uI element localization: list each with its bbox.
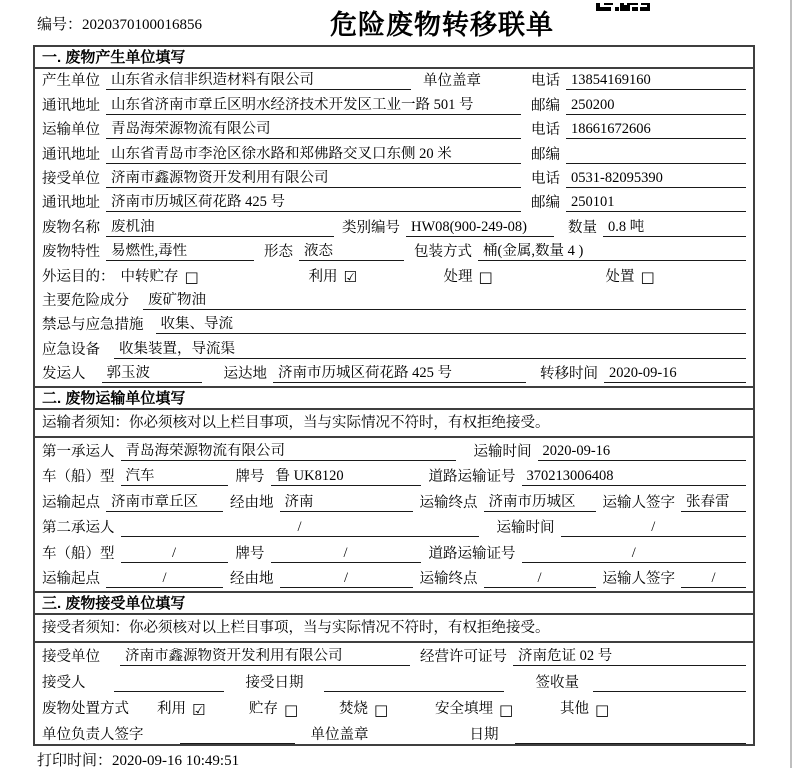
- permit2-value: /: [522, 545, 747, 563]
- accept-date-value: [324, 691, 504, 692]
- packing-label: 包装方式: [414, 244, 472, 261]
- equipment-label: 应急设备: [42, 341, 100, 358]
- waste-category-value: HW08(900-249-08): [406, 219, 554, 237]
- producer-value: 山东省永信非织造材料有限公司: [106, 72, 411, 90]
- checkbox-disposal-other-icon: □: [595, 700, 610, 719]
- accept-unit-label: 接受单位: [42, 649, 100, 666]
- waste-form-value: 液态: [299, 243, 404, 261]
- responsible-sign-label: 单位负责人签字: [42, 727, 144, 744]
- transporter-addr-label: 通讯地址: [42, 146, 100, 163]
- waste-form-label: 形态: [264, 244, 293, 261]
- hazard-label: 主要危险成分: [42, 292, 129, 309]
- purpose-option-dispose: [606, 269, 655, 286]
- permit2-label: 道路运输证号: [428, 545, 516, 562]
- receiver-zip-value: 250101: [566, 194, 746, 212]
- transporter-row: [35, 118, 753, 142]
- disposal-opt4-label: 安全填埋: [435, 701, 493, 718]
- license-value: 济南危证 02 号: [513, 648, 746, 666]
- waste-qty-value: 0.8 吨: [603, 219, 746, 237]
- plate2-value: /: [271, 545, 421, 563]
- destination-value: 济南市历城区荷花路 425 号: [273, 365, 526, 383]
- emergency-measures-row: [35, 313, 753, 337]
- disposal-option-landfill: [435, 701, 560, 718]
- signed-qty-label: 签收量: [535, 675, 579, 692]
- purpose-option-utilize: [309, 269, 444, 286]
- section2-title: 二. 废物运输单位填写: [35, 388, 753, 410]
- section1-title: 一. 废物产生单位填写: [35, 47, 753, 69]
- disposal-opt5-label: 其他: [560, 701, 589, 718]
- receiver-value: 济南市鑫源物资开发利用有限公司: [106, 170, 521, 188]
- receiver-row: [35, 167, 753, 191]
- disposal-label: 废物处置方式: [42, 701, 129, 718]
- checkbox-treat-icon: □: [478, 268, 493, 287]
- route2-via-value: /: [280, 570, 413, 588]
- route1-via-label: 经由地: [230, 494, 274, 511]
- receiver-addr-label: 通讯地址: [42, 195, 100, 212]
- route1-row: [35, 489, 753, 515]
- route1-start-label: 运输起点: [42, 494, 100, 511]
- transporter-phone-value: 18661672606: [566, 121, 746, 139]
- transporter-addr-value: 山东省青岛市李沧区徐水路和郑佛路交叉口东侧 20 米: [106, 146, 521, 164]
- waste-category-label: 类别编号: [342, 219, 400, 236]
- qr-code-fragment-icon: [596, 0, 652, 17]
- hazard-value: 废矿物油: [143, 292, 746, 310]
- receiver-zip-label: 邮编: [531, 195, 560, 212]
- acceptor-label: 接受人: [42, 675, 86, 692]
- accept-date-label: 接受日期: [245, 675, 304, 692]
- producer-phone-value: 13854169160: [566, 72, 746, 90]
- print-time-line: [37, 749, 239, 770]
- emergency-label: 禁忌与应急措施: [42, 317, 144, 334]
- waste-name-row: [35, 215, 753, 239]
- purpose-option-transfer-storage: [121, 269, 309, 286]
- route2-start-value: /: [106, 570, 223, 588]
- route2-row: [35, 566, 753, 592]
- accept-unit-value: 济南市鑫源物资开发利用有限公司: [120, 648, 410, 666]
- plate1-value: 鲁 UK8120: [271, 468, 421, 486]
- waste-name-label: 废物名称: [42, 219, 100, 236]
- plate1-label: 牌号: [235, 469, 265, 486]
- transporter-notice: 运输者须知：你必须核对以上栏目事项，当与实际情况不符时，有权拒绝接受。: [35, 410, 753, 438]
- destination-label: 运达地: [223, 366, 267, 383]
- purpose-opt3-label: 处理: [443, 268, 473, 285]
- purpose-opt4-label: 处置: [605, 268, 635, 285]
- route1-sign-label: 运输人签字: [602, 494, 675, 511]
- acceptor-row: [35, 669, 753, 695]
- acceptor-value: [114, 691, 224, 692]
- permit1-label: 道路运输证号: [428, 469, 516, 486]
- route2-via-label: 经由地: [230, 571, 274, 588]
- producer-zip-value: 250200: [566, 97, 746, 115]
- transporter-zip-value: [566, 163, 746, 164]
- disposal-option-other: [560, 701, 609, 718]
- carrier2-row: [35, 515, 753, 541]
- shipper-value: 郭玉波: [102, 365, 202, 383]
- purpose-opt1-label: 中转贮存: [120, 268, 179, 285]
- waste-character-label: 废物特性: [42, 244, 100, 261]
- carrier1-label: 第一承运人: [42, 443, 115, 460]
- responsible-sign-value: [180, 743, 295, 744]
- page-title: 危险废物转移联单: [330, 10, 554, 40]
- purpose-row: [35, 264, 753, 288]
- receiver-phone-label: 电话: [531, 170, 560, 187]
- carrier2-value: /: [121, 519, 479, 537]
- producer-addr-label: 通讯地址: [42, 97, 100, 114]
- checkbox-disposal-landfill-icon: □: [499, 700, 514, 719]
- checkbox-disposal-incinerate-icon: □: [374, 700, 389, 719]
- route1-end-label: 运输终点: [419, 494, 478, 511]
- disposal-option-incinerate: [339, 701, 435, 718]
- checkbox-transfer-storage-icon: □: [184, 268, 199, 287]
- responsible-signature-row: [35, 721, 753, 747]
- carrier2-time-value: /: [561, 519, 747, 537]
- receiver-addr-value: 济南市历城区荷花路 425 号: [106, 194, 521, 212]
- route1-sign-value: 张春雷: [681, 494, 746, 512]
- route1-end-value: 济南市历城区: [484, 494, 596, 512]
- purpose-option-treat: [444, 269, 606, 286]
- shipper-label: 发运人: [42, 366, 86, 383]
- waste-character-row: [35, 240, 753, 264]
- receiver-address-row: [35, 191, 753, 215]
- page-edge-line: [790, 0, 792, 768]
- producer-addr-value: 山东省济南市章丘区明水经济技术开发区工业一路 501 号: [106, 97, 521, 115]
- receiver-phone-value: 0531-82095390: [566, 170, 746, 188]
- producer-phone-label: 电话: [531, 73, 560, 90]
- disposal-method-row: [35, 695, 753, 721]
- serial-value: 2020370100016856: [82, 17, 203, 33]
- carrier1-row: [35, 438, 753, 464]
- emergency-value: 收集、导流: [156, 316, 747, 334]
- serial-label: 编号：: [37, 17, 83, 33]
- producer-label: 产生单位: [42, 73, 100, 90]
- shipper-row: [35, 362, 753, 386]
- checkbox-dispose-icon: □: [640, 268, 655, 287]
- carrier2-time-label: 运输时间: [496, 520, 555, 537]
- plate2-label: 牌号: [235, 545, 265, 562]
- receiver-label: 接受单位: [42, 170, 100, 187]
- route1-start-value: 济南市章丘区: [106, 494, 223, 512]
- section-receiver: [35, 591, 753, 747]
- signed-qty-value: [593, 691, 746, 692]
- route2-end-label: 运输终点: [419, 571, 478, 588]
- transporter-value: 青岛海荣源物流有限公司: [106, 121, 521, 139]
- purpose-label: 外运目的：: [42, 268, 115, 285]
- carrier2-label: 第二承运人: [42, 520, 115, 537]
- transporter-zip-label: 邮编: [531, 146, 560, 163]
- section-transporter: [35, 386, 753, 591]
- print-time-value: 2020-09-16 10:49:51: [112, 753, 240, 769]
- producer-zip-label: 邮编: [531, 97, 560, 114]
- accept-unit-row: [35, 643, 753, 669]
- checkbox-disposal-storage-icon: □: [284, 700, 299, 719]
- print-time-label: 打印时间：: [37, 753, 113, 769]
- section-producer: [35, 47, 753, 386]
- vehicle1-value: 汽车: [121, 468, 228, 486]
- waste-transfer-form: [33, 45, 755, 746]
- license-label: 经营许可证号: [420, 649, 507, 666]
- route1-via-value: 济南: [280, 494, 413, 512]
- waste-character-value: 易燃性,毒性: [106, 243, 254, 261]
- disposal-option-utilize: [157, 701, 249, 718]
- receiver-notice: 接受者须知：你必须核对以上栏目事项，当与实际情况不符时，有权拒绝接受。: [35, 615, 753, 643]
- checkbox-utilize-icon: ☑: [343, 268, 357, 287]
- disposal-opt3-label: 焚烧: [339, 701, 368, 718]
- route2-end-value: /: [484, 570, 596, 588]
- transporter-address-row: [35, 142, 753, 166]
- route2-start-label: 运输起点: [42, 571, 100, 588]
- route2-sign-value: /: [681, 570, 746, 588]
- transfer-time-label: 转移时间: [540, 366, 598, 383]
- carrier1-value: 青岛海荣源物流有限公司: [121, 443, 456, 461]
- transporter-phone-label: 电话: [531, 122, 560, 139]
- section3-title: 三. 废物接受单位填写: [35, 593, 753, 615]
- sign-date-label: 日期: [469, 727, 499, 744]
- permit1-value: 370213006408: [522, 468, 747, 486]
- producer-row: [35, 69, 753, 93]
- unit-seal-label: 单位盖章: [310, 727, 369, 744]
- disposal-opt1-label: 利用: [157, 701, 186, 718]
- transfer-time-value: 2020-09-16: [604, 365, 746, 383]
- producer-address-row: [35, 93, 753, 117]
- carrier1-time-label: 运输时间: [473, 443, 532, 460]
- vehicle1-label: 车（船）型: [42, 469, 115, 486]
- hazard-component-row: [35, 289, 753, 313]
- seal-label: 单位盖章: [423, 73, 481, 90]
- waste-qty-label: 数量: [568, 219, 597, 236]
- equipment-value: 收集装置，导流渠: [114, 341, 746, 359]
- equipment-row: [35, 337, 753, 361]
- carrier1-time-value: 2020-09-16: [538, 443, 747, 461]
- waste-name-value: 废机油: [106, 219, 334, 237]
- vehicle2-value: /: [121, 545, 228, 563]
- sign-date-value: [515, 743, 747, 744]
- serial-number-line: [37, 13, 202, 34]
- route2-sign-label: 运输人签字: [602, 571, 675, 588]
- disposal-option-storage: [249, 701, 339, 718]
- transporter-label: 运输单位: [42, 122, 100, 139]
- vehicle2-row: [35, 540, 753, 566]
- vehicle2-label: 车（船）型: [42, 545, 115, 562]
- vehicle1-row: [35, 464, 753, 490]
- checkbox-disposal-utilize-icon: ☑: [192, 700, 206, 719]
- purpose-opt2-label: 利用: [308, 268, 338, 285]
- disposal-opt2-label: 贮存: [249, 701, 278, 718]
- packing-value: 桶(金属,数量 4 ): [478, 243, 746, 261]
